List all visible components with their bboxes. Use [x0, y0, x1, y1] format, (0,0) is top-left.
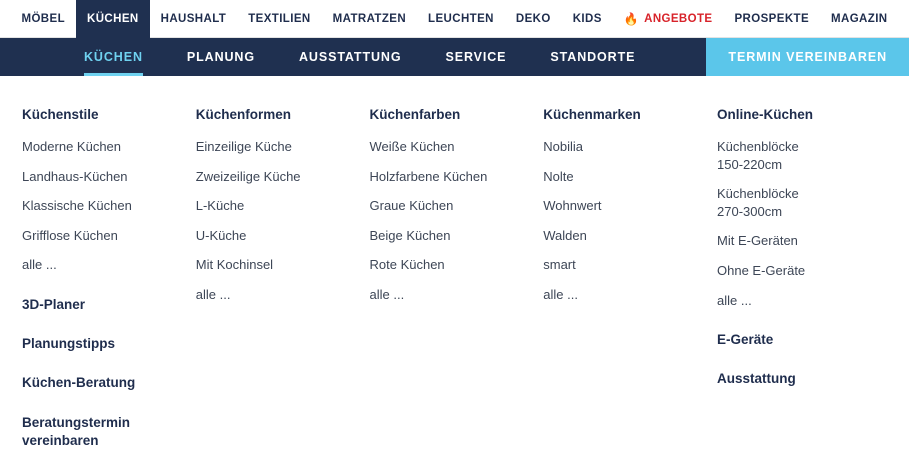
- mega-menu-panel: [0, 76, 909, 449]
- appointment-cta-label: TERMIN VEREINBAREN: [728, 50, 887, 64]
- topnav-item-kuechen[interactable]: [76, 0, 150, 38]
- topnav-item-leuchten[interactable]: [417, 0, 505, 38]
- topnav-item-prospekte[interactable]: [723, 0, 820, 38]
- list-item[interactable]: Mit E-Geräten: [717, 233, 798, 249]
- column-links: [22, 138, 180, 274]
- list-item[interactable]: Moderne Küchen: [22, 139, 122, 155]
- list-item[interactable]: L-Küche: [195, 198, 245, 214]
- subnav-label: AUSSTATTUNG: [298, 50, 402, 64]
- column-links: [717, 138, 871, 309]
- list-item-all[interactable]: alle ...: [717, 292, 752, 308]
- mega-column-kuechenformen: [196, 106, 370, 449]
- list-item[interactable]: Zweizeilige Küche: [195, 168, 301, 184]
- link-kuechen-beratung[interactable]: Küchen-Beratung: [22, 375, 136, 391]
- subnav-label: KÜCHEN: [84, 50, 143, 64]
- topnav-item-matratzen[interactable]: [322, 0, 417, 38]
- column-links: [196, 138, 354, 303]
- topnav-label: MATRATZEN: [332, 13, 407, 25]
- list-item[interactable]: Nobilia: [543, 139, 583, 155]
- column-links: [543, 138, 701, 303]
- topnav-label: MÖBEL: [21, 13, 66, 25]
- mega-column-kuechenmarken: [543, 106, 717, 449]
- topnav-label: KIDS: [572, 13, 602, 25]
- mega-column-kuechenfarben: [370, 106, 544, 449]
- appointment-cta-button[interactable]: [706, 38, 909, 76]
- column-links: [370, 138, 528, 303]
- list-item[interactable]: Grifflose Küchen: [22, 227, 118, 243]
- topnav-item-magazin[interactable]: [820, 0, 898, 38]
- list-item-all[interactable]: alle ...: [22, 257, 57, 273]
- link-ausstattung[interactable]: Ausstattung: [717, 371, 796, 387]
- topnav-label: LEUCHTEN: [428, 13, 494, 25]
- list-item-all[interactable]: alle ...: [369, 286, 405, 302]
- list-item[interactable]: Holzfarbene Küchen: [369, 168, 488, 184]
- topnav-item-textilien[interactable]: [237, 0, 321, 38]
- list-item[interactable]: Nolte: [543, 168, 574, 184]
- link-planungstipps[interactable]: Planungstipps: [22, 336, 116, 352]
- topnav-label: KÜCHEN: [87, 13, 139, 25]
- subnav-item-kuechen[interactable]: [62, 38, 165, 76]
- topnav-label: DEKO: [515, 13, 551, 25]
- mega-column-online-kuechen: [717, 106, 887, 449]
- subnav-spacer: [0, 38, 62, 76]
- topnav-label: TEXTILIEN: [248, 13, 311, 25]
- topnav-label: PROSPEKTE: [734, 13, 810, 25]
- list-item[interactable]: Küchenblöcke 270-300cm: [717, 186, 799, 219]
- topnav-label: MAGAZIN: [831, 13, 888, 25]
- list-item[interactable]: U-Küche: [195, 227, 247, 243]
- list-item[interactable]: Weiße Küchen: [369, 139, 455, 155]
- list-item[interactable]: Beige Küchen: [369, 227, 451, 243]
- subnav-item-ausstattung[interactable]: [277, 38, 423, 76]
- list-item[interactable]: Ohne E-Geräte: [717, 262, 806, 278]
- column-title: Online-Küchen: [717, 107, 814, 122]
- subnav-label: STANDORTE: [550, 50, 636, 64]
- topnav-item-moebel[interactable]: [10, 0, 76, 38]
- column-title: Küchenmarken: [543, 107, 641, 122]
- column-title: Küchenformen: [195, 107, 292, 122]
- list-item[interactable]: smart: [543, 257, 576, 273]
- sub-navigation: [0, 38, 909, 76]
- list-item[interactable]: Wohnwert: [543, 198, 602, 214]
- mega-column-kuechenstile: [22, 106, 196, 449]
- topnav-item-kids[interactable]: [562, 0, 613, 38]
- list-item[interactable]: Graue Küchen: [369, 198, 454, 214]
- list-item[interactable]: Rote Küchen: [369, 257, 445, 273]
- topnav-item-deko[interactable]: [505, 0, 562, 38]
- list-item-all[interactable]: alle ...: [543, 286, 578, 302]
- list-item[interactable]: Mit Kochinsel: [195, 257, 274, 273]
- subnav-item-planung[interactable]: [165, 38, 277, 76]
- topnav-item-haushalt[interactable]: [150, 0, 238, 38]
- top-navigation: [0, 0, 909, 38]
- list-item[interactable]: Küchenblöcke 150-220cm: [717, 139, 799, 172]
- subnav-item-standorte[interactable]: [528, 38, 657, 76]
- column-title: Küchenstile: [22, 107, 99, 122]
- topnav-item-angebote[interactable]: [613, 0, 724, 38]
- link-beratungstermin-vereinbaren[interactable]: Beratungstermin vereinbaren: [22, 414, 131, 448]
- list-item[interactable]: Walden: [543, 227, 587, 243]
- top-navigation-items: [10, 0, 898, 38]
- topnav-label: ANGEBOTE: [644, 13, 713, 25]
- list-item[interactable]: Einzeilige Küche: [195, 139, 292, 155]
- list-item-all[interactable]: alle ...: [195, 286, 231, 302]
- subnav-label: PLANUNG: [186, 50, 255, 64]
- list-item[interactable]: Landhaus-Küchen: [22, 168, 128, 184]
- link-3d-planer[interactable]: 3D-Planer: [22, 296, 86, 312]
- flame-icon: 🔥: [623, 12, 640, 26]
- list-item[interactable]: Klassische Küchen: [22, 198, 132, 214]
- subnav-item-service[interactable]: [423, 38, 528, 76]
- subnav-label: SERVICE: [445, 50, 507, 64]
- topnav-label: HAUSHALT: [160, 13, 227, 25]
- link-e-geraete[interactable]: E-Geräte: [717, 332, 774, 348]
- column-title: Küchenfarben: [369, 107, 461, 122]
